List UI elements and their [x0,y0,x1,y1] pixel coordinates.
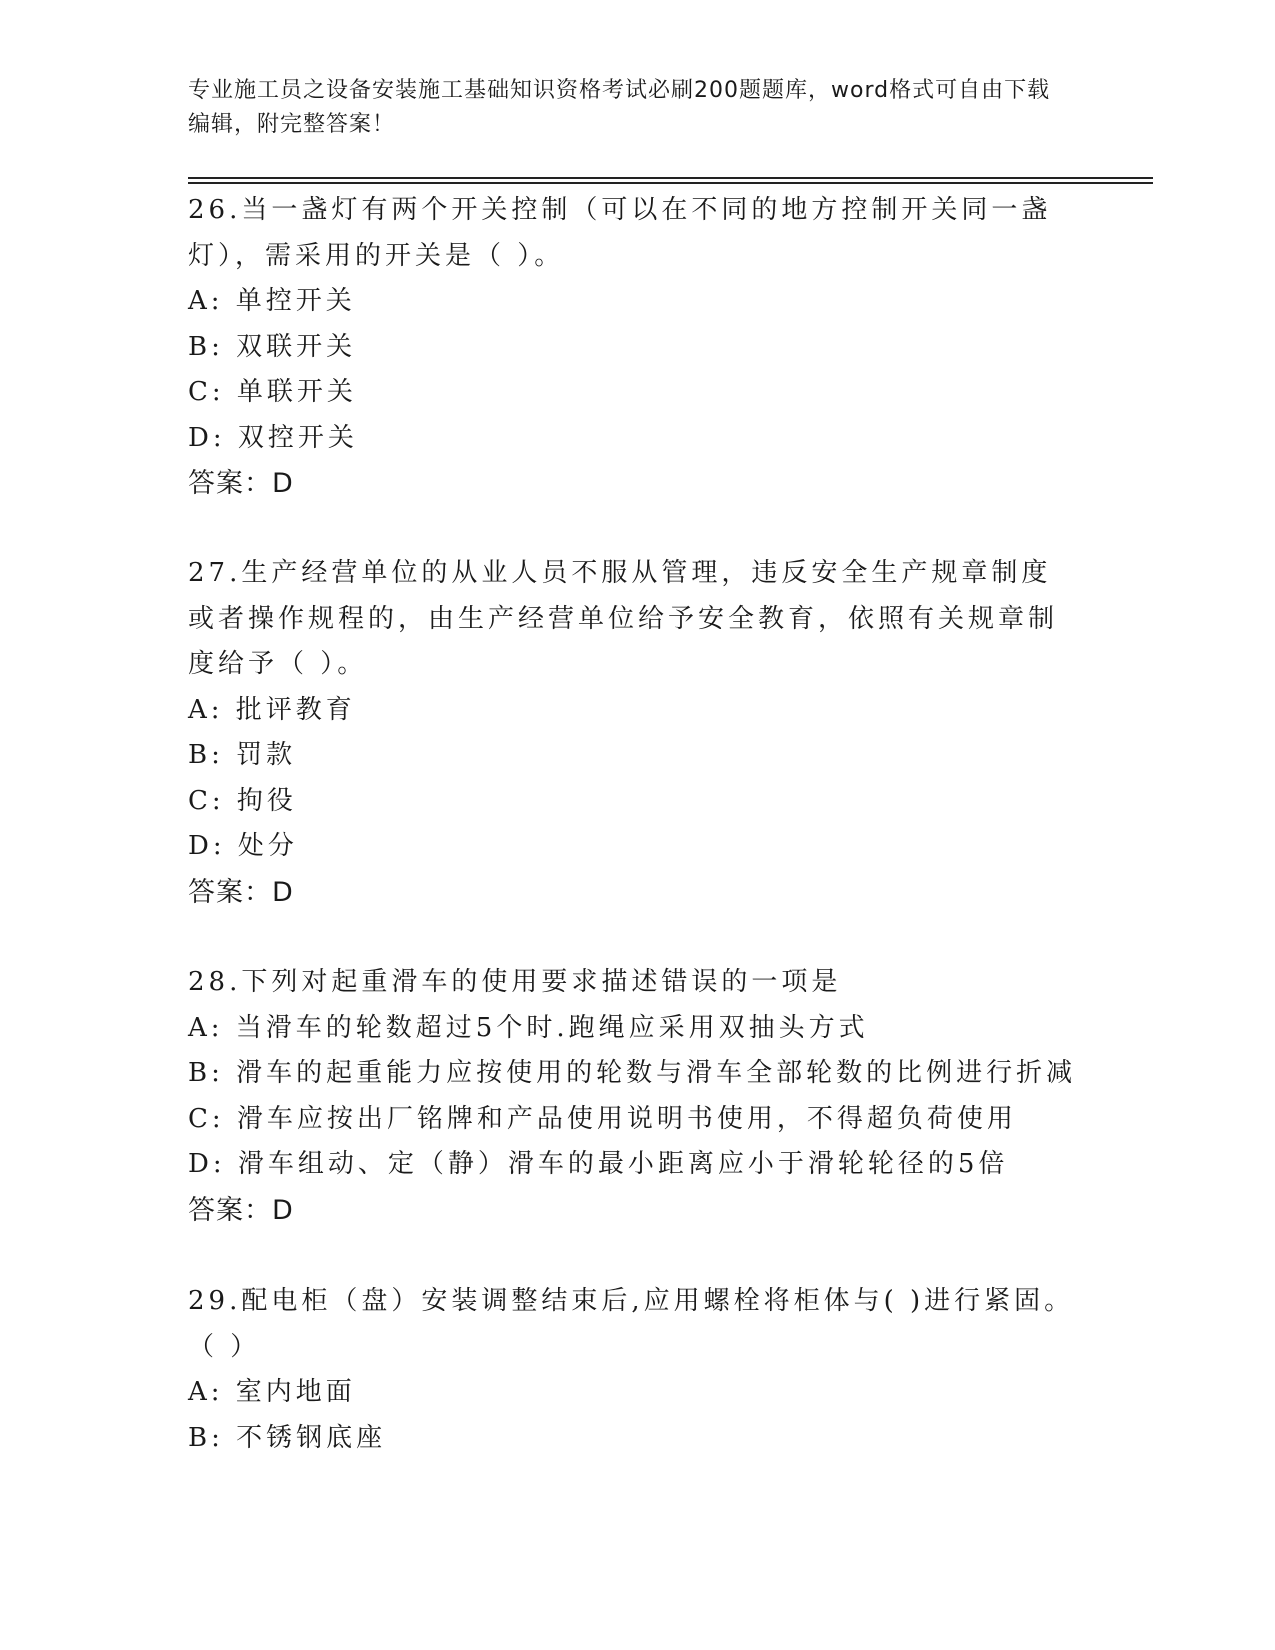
option-a: A: 室内地面 [188,1377,356,1407]
question-28 [188,960,1078,1233]
answer-line: 答案：D [188,876,294,908]
option-c: C: 拘役 [188,785,297,816]
option-b: B: 不锈钢底座 [188,1422,387,1453]
option-b: B: 双联开关 [188,331,357,362]
option-b: B: 滑车的起重能力应按使用的轮数与滑车全部轮数的比例进行折减 [188,1058,1077,1088]
header-divider-bottom [188,182,1153,184]
option-b: B: 罚款 [188,740,297,770]
answer-line: 答案：D [188,1194,294,1226]
option-a: A: 批评教育 [188,694,356,725]
answer-line: 答案：D [188,468,294,499]
option-d: D: 滑车组动、定（静）滑车的最小距离应小于滑轮轮径的5倍 [188,1149,1009,1179]
question-stem: 26.当一盏灯有两个开关控制（可以在不同的地方控制开关同一盏灯），需采用的开关是（ ）。 [188,195,1052,271]
question-stem: 27.生产经营单位的从业人员不服从管理，违反安全生产规章制度或者操作规程的，由生产经营单位给予安全教育，依照有关规章制度给予（ ）。 [188,558,1059,679]
option-a: A: 当滑车的轮数超过5个时.跑绳应采用双抽头方式 [188,1012,869,1043]
option-c: C: 滑车应按出厂铭牌和产品使用说明书使用，不得超负荷使用 [188,1103,1017,1134]
question-27 [188,551,1078,915]
document-header: 专业施工员之设备安装施工基础知识资格考试必刷200题题库，word格式可自由下载编辑，附完整答案！ [188,78,1051,137]
question-26 [188,188,1078,507]
question-29 [188,1279,1078,1461]
option-a: A: 单控开关 [188,286,356,316]
option-c: C: 单联开关 [188,377,357,407]
option-d: D: 处分 [188,831,298,861]
option-d: D: 双控开关 [188,422,358,453]
question-stem: 28.下列对起重滑车的使用要求描述错误的一项是 [188,967,842,997]
question-stem: 29.配电柜（盘）安装调整结束后,应用螺栓将柜体与( )进行紧固。（ ） [188,1286,1075,1362]
header-divider-top [188,177,1153,179]
